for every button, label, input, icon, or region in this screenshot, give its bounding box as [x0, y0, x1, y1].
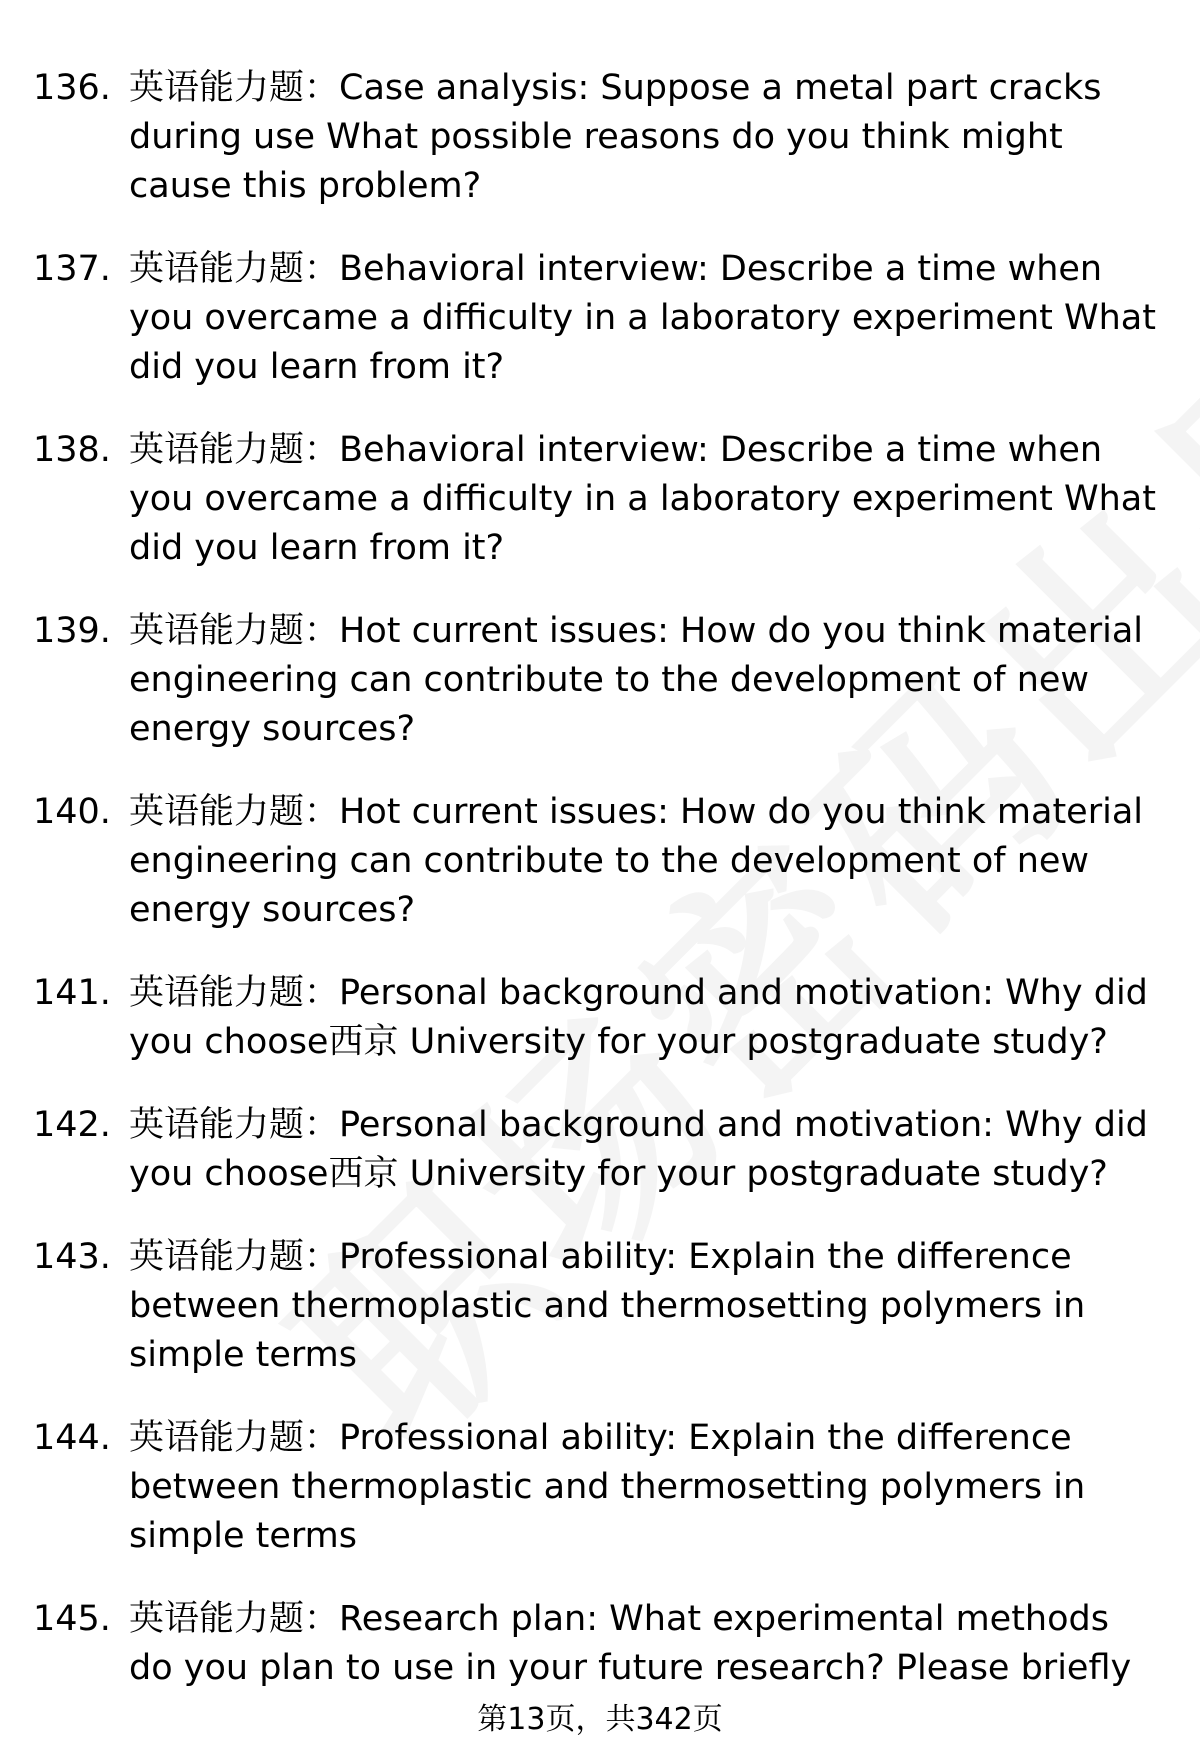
question-number: 143. — [33, 1237, 111, 1277]
question-text: 英语能力题：Hot current issues: How do you think material engineering can contribute to the development of new energy sources? — [129, 792, 1143, 930]
question-text: 英语能力题：Professional ability: Explain the difference between thermoplastic and thermosetting polymers in simple terms — [129, 1418, 1086, 1556]
question-text: 英语能力题：Research plan: What experimental methods do you plan to use in your future research? Please briefly — [129, 1599, 1132, 1688]
question-number: 141. — [33, 973, 111, 1013]
question-list — [0, 64, 1200, 1727]
question-text: 英语能力题：Personal background and motivation: Why did you choose西京 University for your postgraduate study? — [129, 1105, 1148, 1194]
question-number: 144. — [33, 1418, 111, 1458]
question-text: 英语能力题：Professional ability: Explain the difference between thermoplastic and thermosetting polymers in simple terms — [129, 1237, 1086, 1375]
question-item — [0, 426, 1200, 573]
question-item — [0, 1101, 1200, 1199]
question-text: 英语能力题：Behavioral interview: Describe a time when you overcame a difficulty in a laboratory experiment What did you learn from it? — [129, 249, 1156, 387]
question-item — [0, 1233, 1200, 1380]
question-text: 英语能力题：Hot current issues: How do you think material engineering can contribute to the development of new energy sources? — [129, 611, 1143, 749]
page-footer: 第13页，共342页 — [477, 1702, 723, 1737]
question-item — [0, 969, 1200, 1067]
question-number: 139. — [33, 611, 111, 651]
question-number: 136. — [33, 68, 111, 108]
question-item — [0, 1414, 1200, 1561]
question-item — [0, 1595, 1200, 1693]
question-number: 142. — [33, 1105, 111, 1145]
question-text: 英语能力题：Case analysis: Suppose a metal part cracks during use What possible reasons do you think might cause this problem? — [129, 68, 1102, 206]
question-number: 145. — [33, 1599, 111, 1639]
question-number: 137. — [33, 249, 111, 289]
question-item — [0, 788, 1200, 935]
question-number: 140. — [33, 792, 111, 832]
question-text: 英语能力题：Behavioral interview: Describe a time when you overcame a difficulty in a laboratory experiment What did you learn from it? — [129, 430, 1156, 568]
question-number: 138. — [33, 430, 111, 470]
question-text: 英语能力题：Personal background and motivation: Why did you choose西京 University for your postgraduate study? — [129, 973, 1148, 1062]
question-item — [0, 245, 1200, 392]
question-item — [0, 607, 1200, 754]
question-item — [0, 64, 1200, 211]
